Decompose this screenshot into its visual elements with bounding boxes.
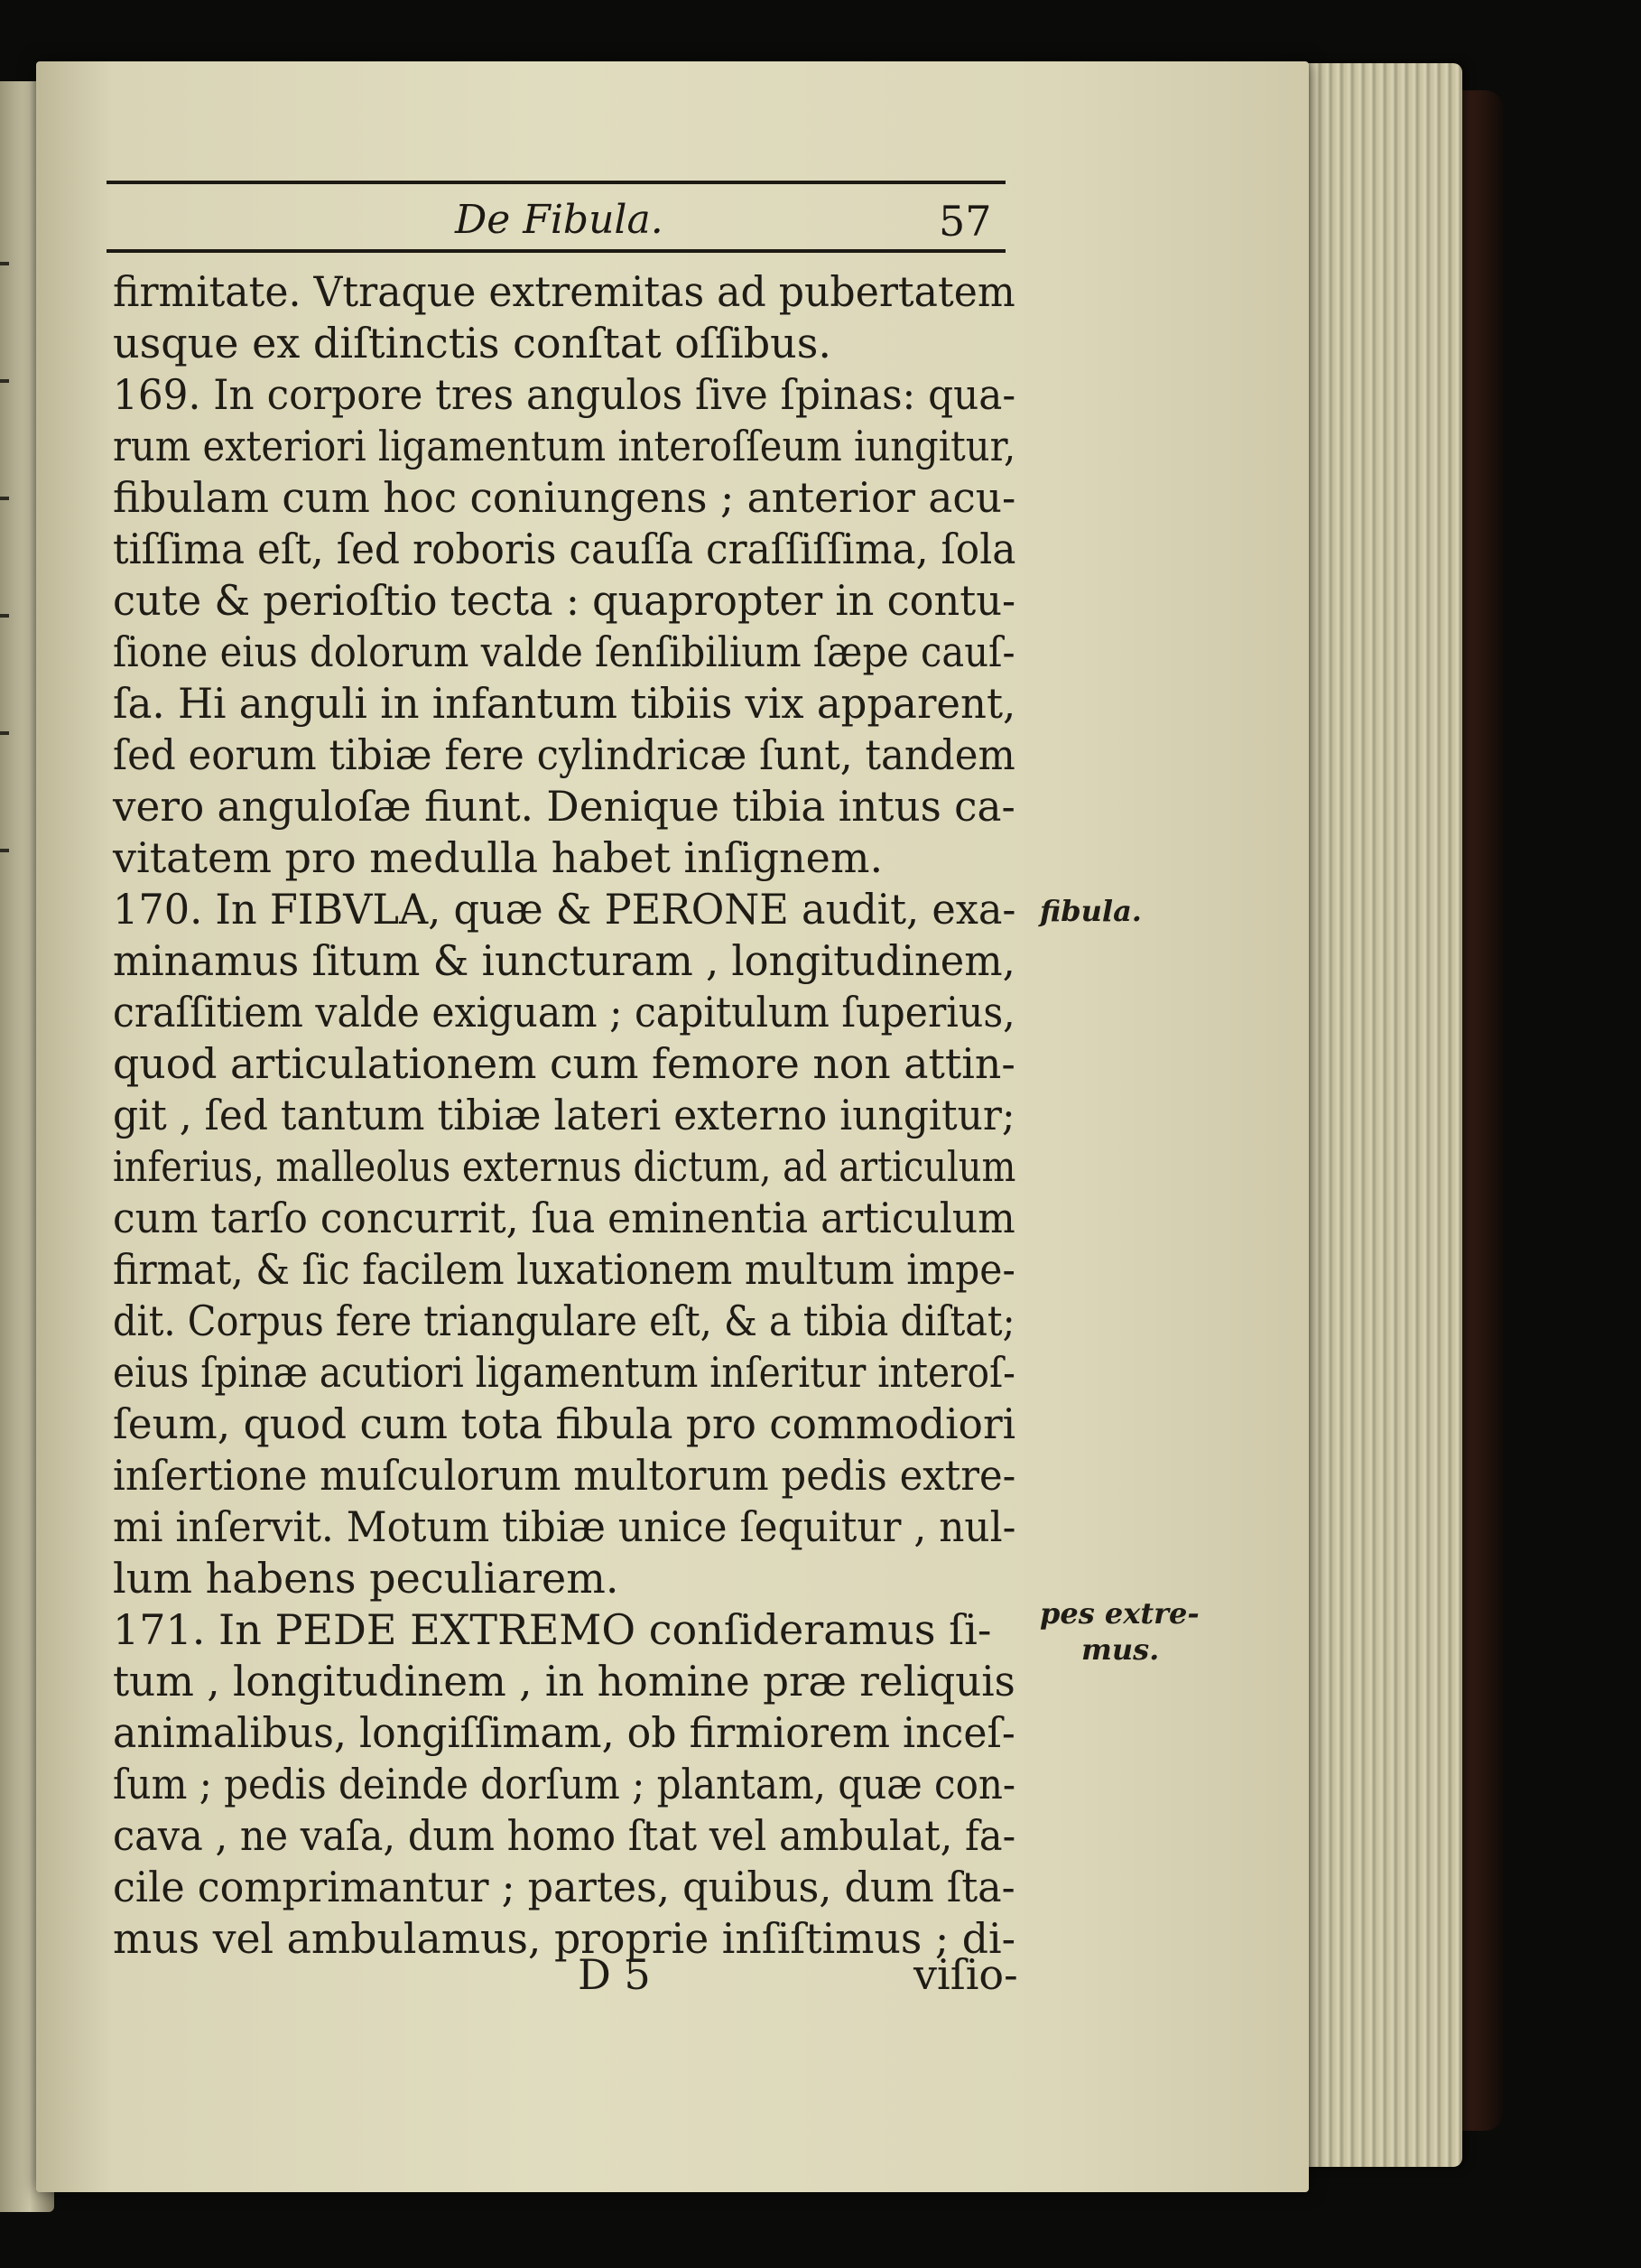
text-line: quod articulationem cum femore non attin- <box>113 1039 1015 1088</box>
text-line: usque ex diſtinctis conſtat oſſibus. <box>113 319 832 367</box>
text-line: 170. In FIBVLA, quæ & PERONE audit, exa- <box>113 885 1016 934</box>
text-line: craſſitiem valde exiguam ; capitulum ſuperius, <box>113 988 1015 1036</box>
header-bottom-rule <box>107 249 1006 253</box>
text-line: ſione eius dolorum valde ſenſibilium ſæpe cauſ- <box>113 627 1015 676</box>
margin-note-fibula: fibula. <box>1040 894 1142 928</box>
edge-mark <box>0 379 9 383</box>
signature-mark: D 5 <box>578 1950 651 1999</box>
running-head: De Fibula. <box>455 197 663 243</box>
edge-mark <box>0 849 9 852</box>
page-stack-edge <box>1291 63 1462 2167</box>
text-line: fibulam cum hoc coniungens ; anterior acu- <box>113 473 1016 522</box>
text-line: ſeum, quod cum tota fibula pro commodiori <box>113 1399 1016 1448</box>
text-line: cute & perioſtio tecta : quapropter in contu- <box>113 576 1016 625</box>
text-line: vitatem pro medulla habet inſignem. <box>113 833 884 882</box>
catchword: viſio- <box>913 1950 1018 1999</box>
text-line: firmitate. Vtraque extremitas ad pubertatem <box>113 267 1015 316</box>
text-line: minamus ſitum & iuncturam , longitudinem, <box>113 936 1015 985</box>
margin-note-pes-extremus-1: pes extre- <box>1040 1596 1200 1631</box>
text-line: rum exteriori ligamentum interoſſeum iungitur, <box>113 422 1016 470</box>
text-line: dit. Corpus fere triangulare eſt, & a tibia diſtat; <box>113 1297 1015 1345</box>
text-line: ſum ; pedis deinde dorſum ; plantam, quæ con- <box>113 1760 1016 1808</box>
text-line: 171. In PEDE EXTREMO conſideramus ſi- <box>113 1605 992 1654</box>
edge-mark <box>0 731 9 735</box>
text-line: cile comprimantur ; partes, quibus, dum ſta- <box>113 1863 1015 1911</box>
text-line: lum habens peculiarem. <box>113 1554 619 1603</box>
text-line: ſa. Hi anguli in infantum tibiis vix apparent, <box>113 679 1016 728</box>
text-line: mi inſervit. Motum tibiæ unice ſequitur , nul- <box>113 1502 1016 1551</box>
text-line: animalibus, longiſſimam, ob firmiorem inceſ- <box>113 1708 1015 1757</box>
margin-note-pes-extremus-2: mus. <box>1081 1632 1160 1667</box>
edge-mark <box>0 497 9 500</box>
text-line: inſertione muſculorum multorum pedis extre- <box>113 1451 1016 1500</box>
text-line: git , ſed tantum tibiæ lateri externo iungitur; <box>113 1091 1015 1139</box>
text-line: tum , longitudinem , in homine præ reliquis <box>113 1657 1015 1706</box>
text-line: vero anguloſæ fiunt. Denique tibia intus ca- <box>113 782 1015 831</box>
text-line: inferius, malleolus externus dictum, ad articulum <box>113 1142 1016 1191</box>
text-line: 169. In corpore tres angulos ſive ſpinas: qua- <box>113 370 1016 419</box>
text-line: firmat, & ſic facilem luxationem multum impe- <box>113 1245 1015 1294</box>
edge-mark <box>0 262 9 265</box>
text-line: eius ſpinæ acutiori ligamentum inſeritur interoſ- <box>113 1348 1015 1397</box>
text-line: mus vel ambulamus, proprie inſiſtimus ; di- <box>113 1914 1016 1963</box>
page-number: 57 <box>939 197 992 246</box>
edge-mark <box>0 614 9 618</box>
text-line: tiſſima eſt, ſed roboris cauſſa craſſiſſima, ſola <box>113 525 1016 573</box>
header-top-rule <box>107 181 1006 184</box>
text-line: cava , ne vaſa, dum homo ſtat vel ambulat, fa- <box>113 1811 1016 1860</box>
text-line: ſed eorum tibiæ fere cylindricæ ſunt, tandem <box>113 730 1015 779</box>
text-line: cum tarſo concurrit, ſua eminentia articulum <box>113 1194 1015 1242</box>
